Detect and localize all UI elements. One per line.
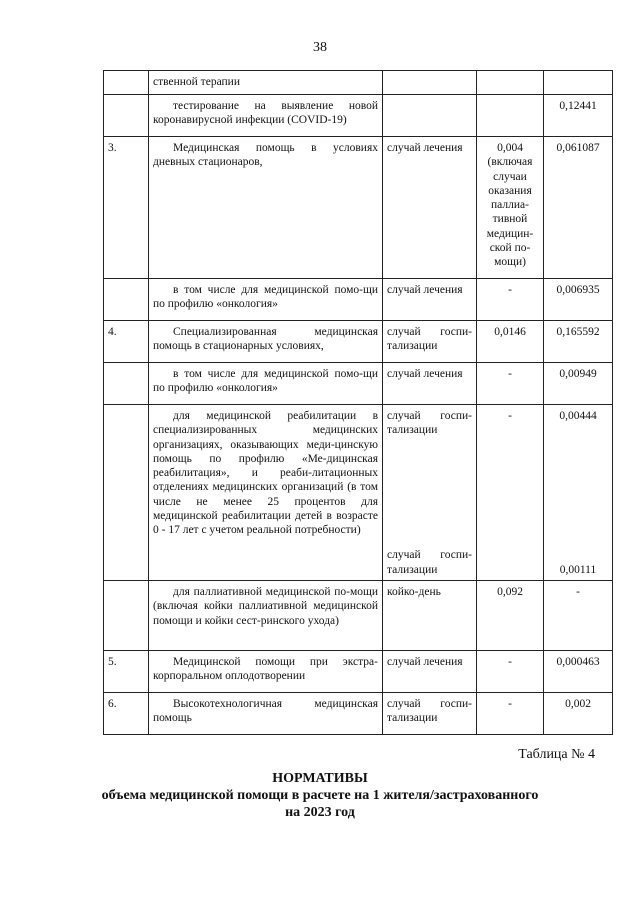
row-value-1: - [477,693,544,735]
row-number [104,405,149,581]
row-unit: случай лечения [383,651,477,693]
row-name: Специализированная медицинская помощь в стационарных условиях, [149,321,383,363]
row-value-1 [477,71,544,95]
row-name: Медицинская помощь в условиях дневных стационаров, [149,137,383,279]
table-row [104,405,613,581]
row-value-2: 0,002 [544,693,613,735]
row-name: в том числе для медицинской помо-щи по профилю «онкология» [149,363,383,405]
row-value-2: 0,000463 [544,651,613,693]
row-value-2 [544,71,613,95]
row-value-1 [477,95,544,137]
row-number [104,71,149,95]
row-unit [383,405,477,581]
table-row [104,581,613,651]
heading-line-1: НОРМАТИВЫ [272,771,368,786]
table-row [104,71,613,95]
norms-table [103,70,613,735]
table-row [104,693,613,735]
table-row [104,363,613,405]
row-name: тестирование на выявление новой коронавирусной инфекции (COVID-19) [149,95,383,137]
row-number [104,581,149,651]
row-value-2: 0,165592 [544,321,613,363]
row-name: для медицинской реабилитации в специализированных медицинских организациях, оказывающих меди-цинскую помощь по профилю «Ме-дицинская реабилитация», и реаби-литационных отделениях медицинских организаций (в том числе не менее 25 процентов для медицинской реабилитации детей в возрасте 0 - 17 лет с учетом реальной потребности) [149,405,383,581]
row-unit: случай госпи-тализации [383,321,477,363]
heading-line-2: объема медицинской помощи в расчете на 1 жителя/застрахованного [101,788,539,803]
row-unit-first: случай госпи-тализации [387,410,472,437]
row-value-2: 0,00949 [544,363,613,405]
row-value-1: 0,092 [477,581,544,651]
row-name: Медицинской помощи при экстра-корпоральном оплодотворении [149,651,383,693]
row-unit [383,95,477,137]
table-row [104,137,613,279]
page-number: 38 [313,40,327,55]
row-number [104,279,149,321]
section-heading [0,770,640,821]
row-value-1: 0,0146 [477,321,544,363]
row-number: 4. [104,321,149,363]
row-number: 6. [104,693,149,735]
table-row [104,321,613,363]
row-name: ственной терапии [149,71,383,95]
row-value-1: 0,004 (включая случаи оказания паллиа-тивной медицин-ской по-мощи) [477,137,544,279]
row-number: 3. [104,137,149,279]
row-number: 5. [104,651,149,693]
row-value-2: 0,061087 [544,137,613,279]
table-label: Таблица № 4 [518,747,595,762]
row-value-1: - [477,279,544,321]
row-unit: случай лечения [383,363,477,405]
row-value-2: 0,006935 [544,279,613,321]
row-unit-second: случай госпи-тализации [387,549,472,576]
row-unit: случай госпи-тализации [383,693,477,735]
row-unit: случай лечения [383,279,477,321]
row-value-1: - [477,405,544,581]
row-name: в том числе для медицинской помо-щи по профилю «онкология» [149,279,383,321]
row-unit: случай лечения [383,137,477,279]
row-value-2 [544,405,613,581]
row-value-2: - [544,581,613,651]
row-unit [383,71,477,95]
row-value-2-first: 0,00444 [559,410,597,422]
table-row [104,651,613,693]
row-name: Высокотехнологичная медицинская помощь [149,693,383,735]
row-number [104,95,149,137]
table-row [104,279,613,321]
row-value-1: - [477,363,544,405]
row-unit: койко-день [383,581,477,651]
row-name: для паллиативной медицинской по-мощи (включая койки паллиативной медицинской помощи и койки сест-ринского ухода) [149,581,383,651]
row-value-1: - [477,651,544,693]
row-value-2: 0,12441 [544,95,613,137]
heading-line-3: на 2023 год [285,805,355,820]
row-number [104,363,149,405]
row-value-2-second: 0,00111 [559,563,597,576]
table-row [104,95,613,137]
